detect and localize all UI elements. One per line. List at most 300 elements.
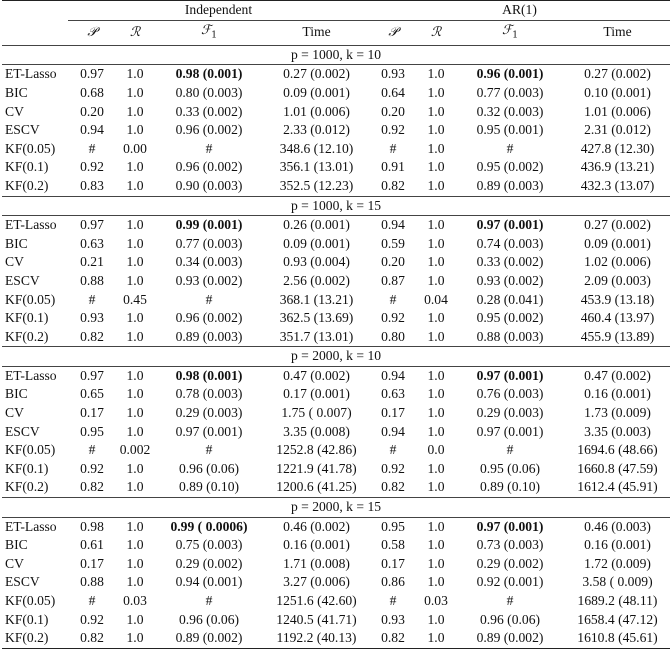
table-cell: 0.76 (0.003): [476, 386, 544, 402]
table-row: [2, 103, 670, 122]
method-name: CV: [5, 254, 24, 270]
table-cell: 1.0: [126, 254, 144, 270]
col-time: Time: [302, 24, 331, 40]
table-cell: 1.0: [116, 517, 154, 536]
table-row: [2, 366, 670, 385]
table-cell: 3.58 ( 0.009): [582, 574, 653, 590]
table-row: [2, 291, 670, 310]
table-cell: 0.17: [80, 555, 104, 571]
method-name: BIC: [5, 235, 28, 251]
table-cell: 1.0: [417, 366, 455, 385]
table-cell: 0.82: [80, 328, 104, 344]
method-name: CV: [5, 405, 24, 421]
table-cell: 453.9 (13.18): [580, 291, 655, 307]
table-cell: 0.16 (0.001): [584, 537, 651, 553]
table-cell: 1.0: [116, 216, 154, 235]
table-cell: 0.82: [68, 629, 116, 648]
table-cell: 0.92: [80, 611, 104, 627]
method-name: BIC: [5, 386, 28, 402]
table-cell: 3.27 (0.006): [283, 574, 350, 590]
col-recall: ℛ: [430, 24, 442, 40]
table-cell: 0.98 (0.001): [154, 366, 264, 385]
table-cell: 0.88: [80, 574, 104, 590]
section-title: p = 2000, k = 10: [2, 347, 670, 367]
table-cell: 0.89 (0.10): [178, 479, 240, 495]
table-cell: 0.20: [80, 103, 104, 119]
table-cell: 0.94: [369, 366, 417, 385]
col-precision: 𝒫: [87, 24, 97, 40]
table-cell: 0.96 (0.06): [178, 460, 240, 476]
table-cell: 1.0: [427, 84, 445, 100]
table-row: [2, 140, 670, 159]
method-name: KF(0.1): [5, 611, 49, 627]
table-cell: 1.0: [126, 177, 144, 193]
table-cell: 0.97: [68, 216, 116, 235]
group-header-independent: Independent: [68, 1, 369, 21]
table-row: [2, 177, 670, 196]
table-cell: #: [88, 140, 96, 156]
table-cell: 0.73 (0.003): [476, 537, 544, 553]
method-name: ET-Lasso: [2, 216, 68, 235]
table-cell: 0.63: [381, 386, 405, 402]
method-name: KF(0.2): [5, 177, 49, 193]
table-cell: 0.63: [80, 235, 104, 251]
table-row: [2, 158, 670, 177]
table-cell: 0.75 (0.003): [175, 537, 243, 553]
table-cell: 0.95 (0.002): [476, 310, 544, 326]
table-cell: 0.33 (0.002): [476, 254, 544, 270]
table-cell: 0.97 (0.001): [476, 423, 544, 439]
table-cell: 0.46 (0.003): [565, 517, 670, 536]
table-cell: 0.97 (0.001): [175, 423, 243, 439]
table-cell: #: [205, 291, 213, 307]
method-name: KF(0.1): [5, 310, 49, 326]
column-header-row: [2, 20, 670, 45]
section-title: p = 1000, k = 10: [2, 45, 670, 65]
table-cell: 0.94: [369, 216, 417, 235]
table-cell: 0.92: [381, 460, 405, 476]
table-cell: 0.99 ( 0.0006): [154, 517, 264, 536]
table-cell: 1.0: [427, 235, 445, 251]
table-cell: 1612.4 (45.91): [577, 479, 658, 495]
table-cell: 0.77 (0.003): [476, 84, 544, 100]
table-cell: #: [205, 140, 213, 156]
table-cell: 0.96 (0.001): [455, 65, 565, 84]
table-cell: 0.92: [80, 159, 104, 175]
table-cell: 2.31 (0.012): [584, 122, 651, 138]
table-row: [2, 328, 670, 347]
table-cell: 0.20: [381, 103, 405, 119]
section-title: p = 1000, k = 15: [2, 196, 670, 216]
table-cell: 0.61: [80, 537, 104, 553]
table-cell: 1.0: [427, 272, 445, 288]
table-cell: 0.88: [80, 272, 104, 288]
table-row: [2, 611, 670, 630]
table-cell: 0.29 (0.002): [476, 555, 544, 571]
table-cell: 1200.6 (41.25): [276, 479, 357, 495]
method-name: ESCV: [5, 574, 40, 590]
table-cell: 1.0: [116, 65, 154, 84]
table-cell: 1221.9 (41.78): [276, 460, 357, 476]
method-name: KF(0.05): [5, 140, 56, 156]
table-cell: 0.82: [80, 479, 104, 495]
table-cell: #: [389, 442, 397, 458]
method-name: ESCV: [5, 272, 40, 288]
table-cell: 368.1 (13.21): [279, 291, 354, 307]
table-row: [2, 536, 670, 555]
method-name: ET-Lasso: [2, 517, 68, 536]
table-cell: 0.94: [80, 122, 104, 138]
table-cell: 436.9 (13.21): [580, 159, 655, 175]
table-cell: 0.27 (0.002): [565, 216, 670, 235]
table-cell: 0.88 (0.003): [476, 328, 544, 344]
table-cell: 460.4 (13.97): [580, 310, 655, 326]
table-cell: 1.01 (0.006): [584, 103, 651, 119]
method-name: BIC: [5, 84, 28, 100]
table-cell: 0.09 (0.001): [283, 84, 350, 100]
table-cell: 0.09 (0.001): [283, 235, 350, 251]
table-cell: 1.0: [126, 405, 144, 421]
table-cell: 0.93: [80, 310, 104, 326]
table-cell: 1.0: [417, 216, 455, 235]
table-cell: 1.71 (0.008): [283, 555, 350, 571]
table-cell: 0.29 (0.003): [175, 405, 243, 421]
table-cell: 0.89 (0.003): [175, 328, 243, 344]
table-cell: 0.92 (0.001): [476, 574, 544, 590]
table-cell: 1.0: [126, 423, 144, 439]
table-cell: 0.82: [381, 479, 405, 495]
table-row: [2, 555, 670, 574]
group-header-ar1: AR(1): [369, 1, 670, 21]
table-cell: 0.28 (0.041): [476, 291, 544, 307]
section-header-row: [2, 196, 670, 216]
table-cell: 1.75 ( 0.007): [281, 405, 352, 421]
table-cell: 0.82: [381, 177, 405, 193]
table-cell: 1251.6 (42.60): [276, 593, 357, 608]
table-cell: 0.21: [80, 254, 104, 270]
table-cell: 1660.8 (47.59): [577, 460, 658, 476]
table-cell: 1240.5 (41.71): [276, 611, 357, 627]
table-cell: 0.59: [381, 235, 405, 251]
results-table: [2, 0, 670, 649]
table-cell: 427.8 (12.30): [580, 140, 655, 156]
table-cell: 1.0: [126, 310, 144, 326]
table-cell: 0.95: [369, 517, 417, 536]
table-cell: 1252.8 (42.86): [276, 442, 357, 458]
table-cell: 0.98 (0.001): [154, 65, 264, 84]
table-row: [2, 235, 670, 254]
table-cell: 1.0: [427, 405, 445, 421]
table-cell: 1.0: [126, 460, 144, 476]
table-row: [2, 309, 670, 328]
method-name: ESCV: [5, 423, 40, 439]
table-cell: 348.6 (12.10): [279, 140, 354, 156]
table-cell: 0.97: [68, 65, 116, 84]
method-name: KF(0.1): [5, 159, 49, 175]
table-cell: 0.002: [119, 442, 151, 458]
table-cell: 1.0: [126, 84, 144, 100]
table-cell: 1.73 (0.009): [584, 405, 651, 421]
table-row: [2, 404, 670, 423]
table-cell: 0.89 (0.003): [476, 177, 544, 193]
table-cell: 356.1 (13.01): [279, 159, 354, 175]
method-name: KF(0.2): [2, 629, 68, 648]
table-cell: 1.01 (0.006): [283, 103, 350, 119]
table-cell: 0.68: [80, 84, 104, 100]
table-cell: 0.17 (0.001): [283, 386, 350, 402]
table-cell: 0.92: [80, 460, 104, 476]
table-body: [2, 45, 670, 648]
table-cell: #: [389, 291, 397, 307]
table-cell: 1.0: [427, 574, 445, 590]
method-name: KF(0.05): [5, 593, 56, 608]
table-cell: 0.89 (0.002): [154, 629, 264, 648]
table-cell: 0.29 (0.003): [476, 405, 544, 421]
table-cell: #: [389, 593, 397, 608]
table-cell: 0.03: [123, 593, 147, 608]
table-cell: #: [88, 442, 96, 458]
table-cell: #: [506, 442, 514, 458]
col-f1: ℱ$_1$: [201, 22, 217, 41]
table-row: [2, 65, 670, 84]
table-cell: 0.86: [381, 574, 405, 590]
table-cell: 1.0: [427, 159, 445, 175]
table-cell: 0.27 (0.002): [264, 65, 369, 84]
method-name: BIC: [5, 537, 28, 553]
table-row: [2, 84, 670, 103]
table-cell: 0.95 (0.06): [479, 460, 541, 476]
table-row: [2, 460, 670, 479]
table-cell: 1610.8 (45.61): [565, 629, 670, 648]
method-name: KF(0.05): [5, 442, 56, 458]
table-row: [2, 592, 670, 611]
table-cell: 0.17: [381, 555, 405, 571]
table-cell: #: [205, 442, 213, 458]
table-cell: 0.20: [381, 254, 405, 270]
table-cell: 0.33 (0.002): [175, 103, 243, 119]
table-row: [2, 441, 670, 460]
table-cell: 1.0: [427, 122, 445, 138]
table-cell: 0.93 (0.002): [175, 272, 243, 288]
table-cell: 1.0: [126, 479, 144, 495]
table-cell: 0.82: [369, 629, 417, 648]
table-cell: 1.0: [126, 328, 144, 344]
table-cell: 0.34 (0.003): [175, 254, 243, 270]
table-row: [2, 216, 670, 235]
table-cell: 1.0: [126, 537, 144, 553]
table-cell: 1.0: [116, 366, 154, 385]
table-cell: 0.93 (0.004): [283, 254, 350, 270]
table-cell: 1.02 (0.006): [584, 254, 651, 270]
table-cell: #: [506, 140, 514, 156]
table-cell: 2.56 (0.002): [283, 272, 350, 288]
table-cell: 1.0: [126, 386, 144, 402]
table-cell: 0.65: [80, 386, 104, 402]
table-cell: 0.04: [424, 291, 448, 307]
table-cell: 0.80: [381, 328, 405, 344]
section-header-row: [2, 498, 670, 518]
table-cell: #: [389, 140, 397, 156]
table-cell: 1.0: [427, 479, 445, 495]
table-cell: 0.92: [381, 122, 405, 138]
table-cell: 0.95 (0.001): [476, 122, 544, 138]
table-row: [2, 517, 670, 536]
table-cell: 1.0: [427, 537, 445, 553]
table-cell: 0.77 (0.003): [175, 235, 243, 251]
table-cell: 0.92: [381, 310, 405, 326]
table-cell: 1.0: [126, 272, 144, 288]
table-cell: 1.0: [427, 386, 445, 402]
group-header-row: [2, 1, 670, 21]
method-name: KF(0.2): [5, 479, 49, 495]
table-cell: 0.97 (0.001): [455, 517, 565, 536]
table-cell: 352.5 (12.23): [279, 177, 354, 193]
table-cell: 3.35 (0.003): [584, 423, 651, 439]
method-name: CV: [5, 103, 24, 119]
table-cell: 1.0: [427, 460, 445, 476]
table-row: [2, 423, 670, 442]
table-cell: 1.0: [126, 574, 144, 590]
section-header-row: [2, 45, 670, 65]
table-cell: 1.72 (0.009): [584, 555, 651, 571]
table-cell: 1.0: [417, 629, 455, 648]
table-cell: 0.93: [381, 611, 405, 627]
table-row: [2, 629, 670, 648]
table-cell: 0.03: [424, 593, 448, 608]
table-cell: 0.80 (0.003): [175, 84, 243, 100]
table-cell: 0.98: [68, 517, 116, 536]
method-name: KF(0.1): [5, 460, 49, 476]
table-cell: 3.35 (0.008): [283, 423, 350, 439]
table-cell: 0.29 (0.002): [175, 555, 243, 571]
table-cell: 0.26 (0.001): [264, 216, 369, 235]
table-cell: 1689.2 (48.11): [577, 593, 658, 608]
table-cell: 1.0: [126, 555, 144, 571]
table-cell: 1.0: [427, 140, 445, 156]
table-cell: 0.89 (0.002): [455, 629, 565, 648]
table-cell: 0.0: [427, 442, 445, 458]
table-cell: 0.93: [369, 65, 417, 84]
table-cell: 0.17: [381, 405, 405, 421]
table-cell: 0.46 (0.002): [264, 517, 369, 536]
table-cell: 1.0: [126, 611, 144, 627]
table-cell: 0.00: [123, 140, 147, 156]
section-header-row: [2, 347, 670, 367]
table-cell: 1.0: [427, 254, 445, 270]
table-cell: 0.89 (0.10): [479, 479, 541, 495]
table-cell: 1.0: [427, 328, 445, 344]
table-cell: 1.0: [126, 235, 144, 251]
table-cell: 0.96 (0.06): [178, 611, 240, 627]
table-cell: 0.97: [68, 366, 116, 385]
method-name: ET-Lasso: [2, 65, 68, 84]
col-recall: ℛ: [129, 24, 141, 40]
table-cell: 1.0: [126, 159, 144, 175]
table-cell: 0.47 (0.002): [565, 366, 670, 385]
table-cell: 0.32 (0.003): [476, 103, 544, 119]
table-cell: 0.78 (0.003): [175, 386, 243, 402]
table-cell: 1.0: [427, 103, 445, 119]
table-cell: 1.0: [427, 611, 445, 627]
table-cell: 0.58: [381, 537, 405, 553]
table-cell: 1658.4 (47.12): [577, 611, 658, 627]
table-cell: 0.94: [381, 423, 405, 439]
table-cell: #: [88, 593, 96, 608]
table-cell: 0.96 (0.06): [479, 611, 541, 627]
table-row: [2, 385, 670, 404]
table-cell: 0.90 (0.003): [175, 177, 243, 193]
col-precision: 𝒫: [388, 24, 398, 40]
table-row: [2, 478, 670, 497]
table-cell: 0.27 (0.002): [565, 65, 670, 84]
table-cell: 0.91: [381, 159, 405, 175]
table-cell: 1192.2 (40.13): [264, 629, 369, 648]
table-cell: 0.97 (0.001): [455, 216, 565, 235]
table-cell: 1.0: [427, 310, 445, 326]
table-cell: 0.47 (0.002): [264, 366, 369, 385]
table-cell: 0.64: [381, 84, 405, 100]
table-cell: #: [205, 593, 213, 608]
col-f1: ℱ$_1$: [502, 22, 518, 41]
table-cell: 0.96 (0.002): [175, 122, 243, 138]
table-cell: 1694.6 (48.66): [577, 442, 658, 458]
table-cell: 362.5 (13.69): [279, 310, 354, 326]
table-cell: 1.0: [116, 629, 154, 648]
table-cell: 455.9 (13.89): [580, 328, 655, 344]
table-cell: 1.0: [126, 103, 144, 119]
table-cell: 1.0: [427, 177, 445, 193]
table-cell: 432.3 (13.07): [580, 177, 655, 193]
table-cell: 351.7 (13.01): [279, 328, 354, 344]
table-cell: 1.0: [417, 517, 455, 536]
method-name: CV: [5, 555, 24, 571]
table-cell: 0.74 (0.003): [476, 235, 544, 251]
table-cell: 1.0: [427, 555, 445, 571]
section-title: p = 2000, k = 15: [2, 498, 670, 518]
table-cell: 0.09 (0.001): [584, 235, 651, 251]
table-cell: 0.94 (0.001): [175, 574, 243, 590]
table-cell: 1.0: [417, 65, 455, 84]
table-cell: 0.87: [381, 272, 405, 288]
table-cell: 0.83: [80, 177, 104, 193]
table-cell: 0.93 (0.002): [476, 272, 544, 288]
table-row: [2, 573, 670, 592]
table-cell: #: [88, 291, 96, 307]
table-row: [2, 121, 670, 140]
method-name: ET-Lasso: [2, 366, 68, 385]
table-cell: 1.0: [427, 423, 445, 439]
table-cell: 0.99 (0.001): [154, 216, 264, 235]
table-cell: 0.96 (0.002): [175, 310, 243, 326]
col-time: Time: [603, 24, 632, 40]
table-cell: 0.10 (0.001): [584, 84, 651, 100]
table-row: [2, 272, 670, 291]
table-cell: 0.17: [80, 405, 104, 421]
table-row: [2, 253, 670, 272]
table-cell: 0.96 (0.002): [175, 159, 243, 175]
method-name: KF(0.2): [5, 328, 49, 344]
table-cell: 1.0: [126, 122, 144, 138]
table-cell: 0.95: [80, 423, 104, 439]
table-cell: 0.16 (0.001): [283, 537, 350, 553]
method-name: KF(0.05): [5, 291, 56, 307]
table-cell: 0.95 (0.002): [476, 159, 544, 175]
table-cell: 2.33 (0.012): [283, 122, 350, 138]
table-cell: #: [506, 593, 514, 608]
table-cell: 0.97 (0.001): [455, 366, 565, 385]
table-cell: 0.45: [123, 291, 147, 307]
method-name: ESCV: [5, 122, 40, 138]
